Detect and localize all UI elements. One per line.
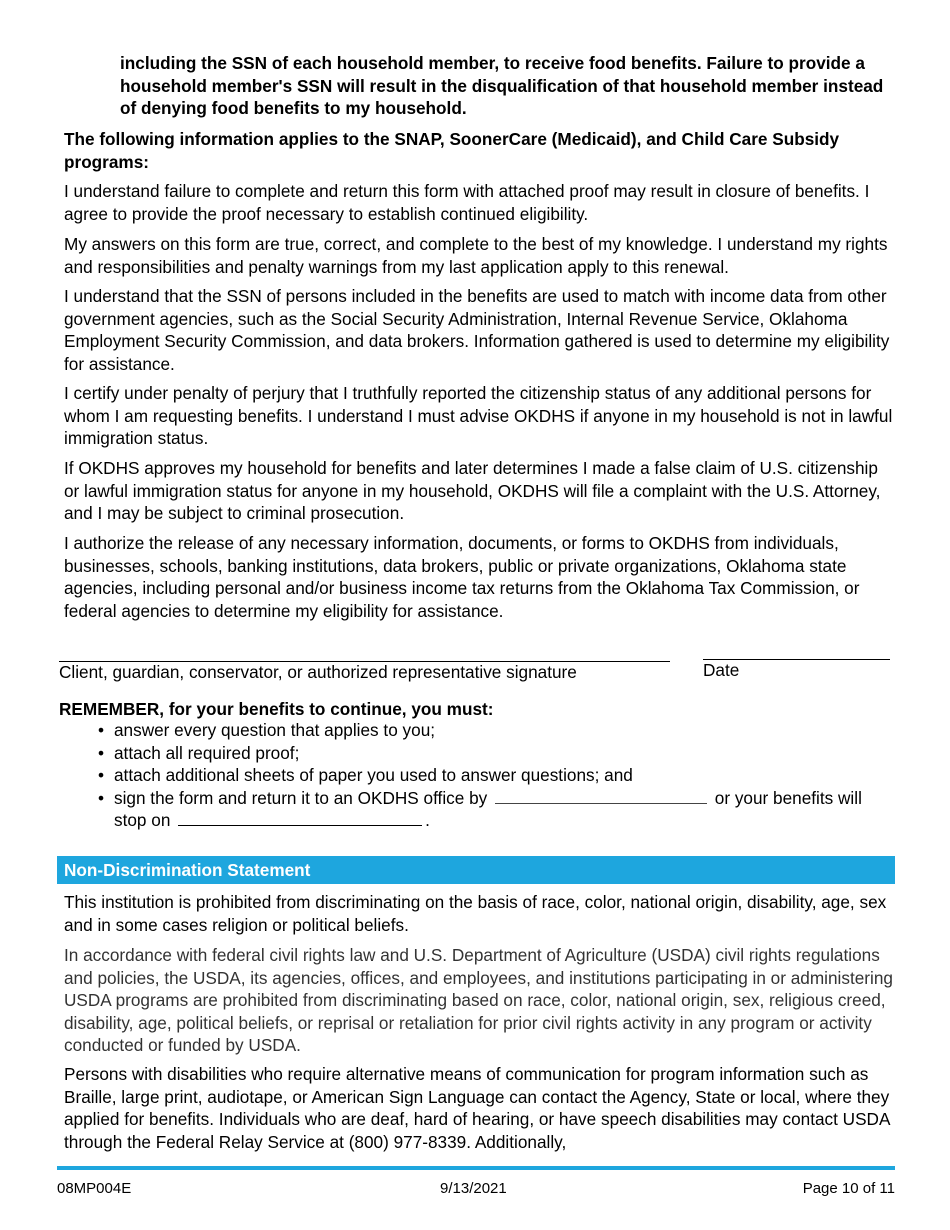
remember-heading: REMEMBER, for your benefits to continue, you must: xyxy=(59,699,494,719)
non-discrimination-title: Non-Discrimination Statement xyxy=(64,860,311,880)
disabilities-paragraph: Persons with disabilities who require alternative means of communication for program information such as Braille, large print, audiotape, or American Sign Language can contact the Agency, State or local, where they applied for benefits. Individuals who are deaf, hard of hearing, or have speech disabilities may contact USDA through the Federal Relay Service at (800) 977-8339. Additionally, xyxy=(64,1064,890,1152)
form-number: 08MP004E xyxy=(57,1180,132,1197)
non-discrimination-header xyxy=(57,856,895,884)
proof-paragraph: I understand failure to complete and return this form with attached proof may result in closure of benefits. I agree to provide the proof necessary to establish continued eligibility. xyxy=(64,181,870,224)
signature-label: Client, guardian, conservator, or authorized representative signature xyxy=(59,662,577,682)
false-claim-paragraph: If OKDHS approves my household for benefits and later determines I made a false claim of U.S. citizenship or lawful immigration status for anyone in my household, OKDHS will file a complaint with the U.S. Attorney, and I may be subject to criminal prosecution. xyxy=(64,458,881,523)
period-text: . xyxy=(425,810,430,830)
footer-rule xyxy=(57,1166,895,1170)
ssn-requirement-text: including the SSN of each household member, to receive food benefits. Failure to provide a household member's SSN will result in the disqualification of that household member instead of denying food benefits to my household. xyxy=(120,53,884,118)
answers-true-paragraph: My answers on this form are true, correct, and complete to the best of my knowledge. I understand my rights and responsibilities and penalty warnings from my last application apply to this renewal. xyxy=(64,234,888,277)
page-number: Page 10 of 11 xyxy=(802,1180,895,1197)
list-item: • answer every question that applies to you; xyxy=(96,719,896,742)
benefits-stop-text: or your benefits will stop on xyxy=(114,787,862,830)
sign-return-text: sign the form and return it to an OKDHS office by xyxy=(114,787,488,808)
requirements-list xyxy=(96,719,896,832)
institution-prohibited-paragraph: This institution is prohibited from discriminating on the basis of race, color, national origin, disability, age, sex and in some cases religion or political beliefs. xyxy=(64,892,887,935)
programs-heading: The following information applies to the SNAP, SoonerCare (Medicaid), and Child Care Subsidy programs: xyxy=(64,129,840,172)
list-item: • attach additional sheets of paper you used to answer questions; and xyxy=(96,764,896,787)
form-date: 9/13/2021 xyxy=(440,1180,507,1197)
release-authorization-paragraph: I authorize the release of any necessary information, documents, or forms to OKDHS from individuals, businesses, schools, banking institutions, data brokers, public or private organizations, Oklahoma state agencies, including personal and/or business income tax returns from the Oklahoma Tax Commission, or federal agencies to determine my eligibility for assistance. xyxy=(64,533,860,621)
civil-rights-paragraph: In accordance with federal civil rights law and U.S. Department of Agriculture (USDA) civil rights regulations and policies, the USDA, its agencies, offices, and employees, and institutions participating in or administering USDA programs are prohibited from discriminating based on race, color, national origin, sex, religious creed, disability, age, political beliefs, or reprisal or retaliation for prior civil rights activity in any program or activity conducted or funded by USDA. xyxy=(64,945,893,1055)
stop-date-blank[interactable] xyxy=(178,809,422,826)
list-item xyxy=(96,787,896,832)
date-label: Date xyxy=(703,660,740,680)
return-by-date-blank[interactable] xyxy=(495,787,707,804)
list-item: • attach all required proof; xyxy=(96,742,896,765)
citizenship-certify-paragraph: I certify under penalty of perjury that I truthfully reported the citizenship status of any additional persons for whom I am requesting benefits. I understand I must advise OKDHS if anyone in my household is not in lawful immigration status. xyxy=(64,383,893,448)
ssn-match-paragraph: I understand that the SSN of persons included in the benefits are used to match with income data from other government agencies, such as the Social Security Administration, Internal Revenue Service, Oklahoma Employment Security Commission, and data brokers. Information gathered is used to determine my eligibility for assistance. xyxy=(64,286,890,374)
